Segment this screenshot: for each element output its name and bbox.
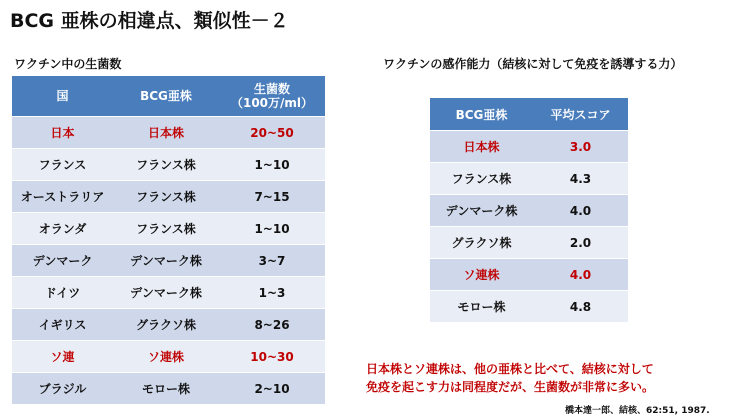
cell-strain: 日本株	[430, 131, 533, 163]
table-row	[430, 163, 628, 195]
cell-strain: グラクソ株	[430, 227, 533, 259]
table-row	[430, 131, 628, 163]
cell-count: 2~10	[219, 373, 325, 405]
cell-score: 2.0	[533, 227, 628, 259]
cell-count: 1~3	[219, 277, 325, 309]
header-viable-count-line1: 生菌数	[253, 82, 290, 96]
cell-country: イギリス	[12, 309, 113, 341]
conclusion-note	[366, 360, 654, 396]
cell-count: 8~26	[219, 309, 325, 341]
cell-score: 4.0	[533, 195, 628, 227]
table-row	[12, 117, 325, 149]
table-row	[430, 227, 628, 259]
cell-strain: フランス株	[113, 213, 219, 245]
sensitization-table	[430, 98, 628, 323]
cell-strain: フランス株	[430, 163, 533, 195]
cell-count: 7~15	[219, 181, 325, 213]
cell-strain: デンマーク株	[430, 195, 533, 227]
cell-count: 10~30	[219, 341, 325, 373]
page-title: BCG 亜株の相違点、類似性－２	[10, 10, 289, 32]
table-row	[12, 309, 325, 341]
left-table-subtitle: ワクチン中の生菌数	[14, 57, 122, 71]
header-country: 国	[12, 76, 113, 117]
cell-country: 日本	[12, 117, 113, 149]
table-row	[430, 291, 628, 323]
cell-country: ブラジル	[12, 373, 113, 405]
cell-strain: デンマーク株	[113, 277, 219, 309]
cell-count: 1~10	[219, 149, 325, 181]
cell-count: 3~7	[219, 245, 325, 277]
table-row	[430, 195, 628, 227]
header-viable-count	[219, 76, 325, 117]
table-row	[12, 149, 325, 181]
citation: 橋本達一郎、結核、62:51, 1987.	[565, 406, 710, 416]
cell-score: 4.8	[533, 291, 628, 323]
table-row	[430, 259, 628, 291]
conclusion-note-line1: 日本株とソ連株は、他の亜株と比べて、結核に対して	[366, 362, 654, 376]
right-table-subtitle: ワクチンの感作能力（結核に対して免疫を誘導する力）	[383, 57, 683, 71]
cell-strain: デンマーク株	[113, 245, 219, 277]
header-strain: BCG亜株	[113, 76, 219, 117]
cell-country: ドイツ	[12, 277, 113, 309]
cell-strain: モロー株	[113, 373, 219, 405]
table-row	[12, 213, 325, 245]
header-viable-count-line2: （100万/ml）	[230, 96, 314, 110]
cell-strain: フランス株	[113, 149, 219, 181]
cell-strain: ソ連株	[430, 259, 533, 291]
cell-count: 20~50	[219, 117, 325, 149]
cell-strain: ソ連株	[113, 341, 219, 373]
cell-strain: グラクソ株	[113, 309, 219, 341]
cell-strain: フランス株	[113, 181, 219, 213]
table-row	[12, 373, 325, 405]
header-average-score: 平均スコア	[533, 98, 628, 131]
cell-strain: モロー株	[430, 291, 533, 323]
table-row	[12, 245, 325, 277]
cell-score: 4.3	[533, 163, 628, 195]
cell-country: フランス	[12, 149, 113, 181]
cell-score: 3.0	[533, 131, 628, 163]
cell-country: オーストラリア	[12, 181, 113, 213]
cell-country: デンマーク	[12, 245, 113, 277]
table-row	[12, 277, 325, 309]
cell-country: オランダ	[12, 213, 113, 245]
header-strain: BCG亜株	[430, 98, 533, 131]
cell-count: 1~10	[219, 213, 325, 245]
table-row	[12, 341, 325, 373]
conclusion-note-line2: 免疫を起こす力は同程度だが、生菌数が非常に多い。	[366, 380, 655, 394]
cell-score: 4.0	[533, 259, 628, 291]
table-row	[12, 181, 325, 213]
cell-country: ソ連	[12, 341, 113, 373]
viable-count-table	[12, 76, 325, 405]
cell-strain: 日本株	[113, 117, 219, 149]
